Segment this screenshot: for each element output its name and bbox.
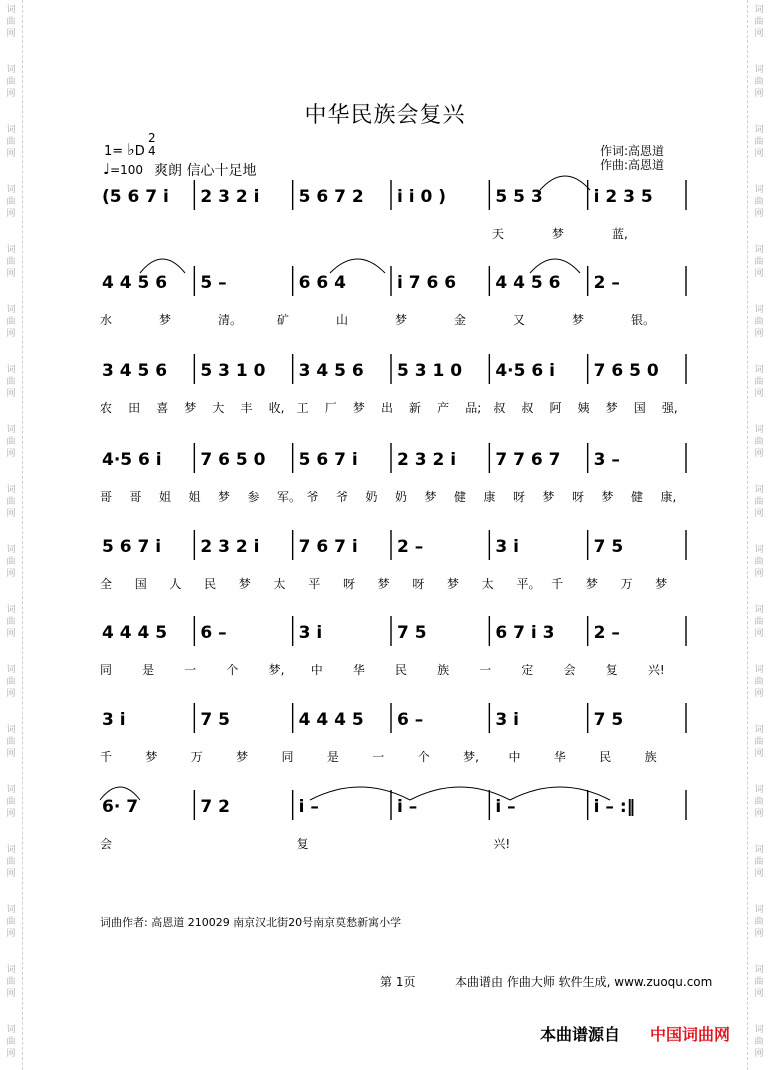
watermark-char: 曲 bbox=[754, 677, 764, 687]
lyric-syllable: 奶 bbox=[395, 490, 408, 504]
measure-notes: 2 – bbox=[397, 537, 424, 557]
watermark-char: 曲 bbox=[6, 677, 16, 687]
lyric-syllable: 叔 bbox=[493, 401, 506, 415]
lyric-syllable: 梦 bbox=[238, 577, 251, 591]
quarter-note-icon: ♩ bbox=[103, 160, 111, 178]
lyric-syllable: 全 bbox=[100, 577, 113, 591]
measure-notes: 6 – bbox=[397, 710, 424, 730]
watermark-char: 曲 bbox=[754, 737, 764, 747]
lyric-syllable: 中 bbox=[508, 750, 521, 764]
watermark-char: 曲 bbox=[6, 737, 16, 747]
lyric-syllable: 万 bbox=[190, 750, 203, 764]
measure-notes: 6 – bbox=[200, 623, 227, 643]
watermark-char: 曲 bbox=[754, 17, 764, 27]
watermark-char: 网 bbox=[6, 329, 16, 339]
watermark-char: 网 bbox=[6, 29, 16, 39]
watermark-char: 曲 bbox=[6, 557, 16, 567]
watermark-char: 网 bbox=[6, 509, 16, 519]
measure-notes: i – bbox=[397, 797, 418, 817]
lyric-syllable: 平。 bbox=[516, 577, 541, 591]
lyric-syllable: 梦 bbox=[552, 227, 565, 241]
measure-notes: i i 0 ) bbox=[397, 187, 447, 207]
lyric-syllable: 是 bbox=[142, 663, 155, 677]
measure-notes: i – :‖ bbox=[593, 797, 636, 817]
composer-credit: 作曲:高恩道 bbox=[600, 158, 665, 172]
lyric-syllable: 太 bbox=[481, 577, 494, 591]
watermark-char: 网 bbox=[754, 29, 764, 39]
watermark-char: 词 bbox=[6, 305, 16, 315]
lyric-syllable: 复 bbox=[605, 663, 618, 677]
measure-notes: 7 5 bbox=[200, 710, 230, 730]
watermark-char: 词 bbox=[754, 545, 764, 555]
watermark-char: 网 bbox=[754, 329, 764, 339]
watermark-char: 曲 bbox=[6, 497, 16, 507]
lyric-syllable: 一 bbox=[479, 663, 492, 677]
lyric-syllable: 千 bbox=[100, 750, 113, 764]
measure-notes: 6· 7 bbox=[102, 797, 139, 817]
watermark-char: 词 bbox=[754, 5, 764, 15]
watermark-char: 词 bbox=[6, 125, 16, 135]
tie-slur bbox=[310, 787, 410, 800]
measure-notes: 5 6 7 i bbox=[298, 450, 358, 470]
lyric-syllable: 参 bbox=[247, 490, 260, 504]
watermark-char: 曲 bbox=[754, 917, 764, 927]
lyric-syllable: 个 bbox=[417, 750, 430, 764]
watermark-char: 网 bbox=[6, 929, 16, 939]
lyric-syllable: 个 bbox=[226, 663, 239, 677]
page-number: 第 1页 bbox=[380, 975, 416, 989]
lyric-syllable: 兴! bbox=[493, 837, 511, 851]
watermark-char: 网 bbox=[6, 809, 16, 819]
measure-notes: 7 6 7 i bbox=[298, 537, 358, 557]
lyric-syllable: 康, bbox=[660, 490, 677, 504]
watermark-char: 词 bbox=[754, 245, 764, 255]
lyric-syllable: 梦 bbox=[424, 490, 437, 504]
lyric-syllable: 民 bbox=[395, 663, 408, 677]
key-letter: D bbox=[134, 144, 145, 159]
watermark-char: 曲 bbox=[754, 617, 764, 627]
measure-notes: 5 6 7 i bbox=[102, 537, 162, 557]
lyric-syllable: 奶 bbox=[365, 490, 378, 504]
watermark-char: 网 bbox=[754, 1049, 764, 1059]
lyric-syllable: 山 bbox=[336, 313, 349, 327]
lyric-syllable: 哥 bbox=[129, 490, 142, 504]
lyric-syllable: 呀 bbox=[412, 577, 425, 591]
key-prefix: 1= bbox=[104, 144, 124, 159]
watermark-char: 曲 bbox=[6, 1037, 16, 1047]
watermark-char: 网 bbox=[754, 209, 764, 219]
watermark-char: 网 bbox=[754, 689, 764, 699]
watermark-char: 网 bbox=[6, 449, 16, 459]
measure-notes: 5 5 3 bbox=[495, 187, 543, 207]
lyric-syllable: 民 bbox=[204, 577, 217, 591]
watermark-char: 曲 bbox=[754, 497, 764, 507]
watermark-char: 曲 bbox=[754, 77, 764, 87]
measure-notes: 4·5 6 i bbox=[495, 361, 555, 381]
measure-notes: 2 – bbox=[593, 623, 620, 643]
lyric-syllable: 梦 bbox=[352, 401, 365, 415]
lyricist-credit: 作词:高恩道 bbox=[600, 144, 665, 158]
watermark-char: 曲 bbox=[754, 257, 764, 267]
measure-notes: 5 3 1 0 bbox=[200, 361, 266, 381]
watermark-char: 词 bbox=[6, 545, 16, 555]
lyric-syllable: 天 bbox=[492, 227, 505, 241]
measure-notes: 3 i bbox=[495, 537, 519, 557]
composer-contact: 词曲作者: 高恩道 210029 南京汉北街20号南京莫愁新寓小学 bbox=[100, 916, 402, 929]
tie-slur bbox=[330, 259, 385, 273]
lyric-syllable: 大 bbox=[212, 401, 225, 415]
lyric-syllable: 金 bbox=[454, 313, 467, 327]
lyric-syllable: 姐 bbox=[159, 490, 172, 504]
measure-notes: 2 3 2 i bbox=[200, 187, 260, 207]
watermark-char: 网 bbox=[754, 149, 764, 159]
watermark-char: 词 bbox=[754, 425, 764, 435]
lyric-syllable: 姨 bbox=[577, 401, 590, 415]
measure-notes: 5 6 7 2 bbox=[298, 187, 364, 207]
lyric-syllable: 一 bbox=[372, 750, 385, 764]
watermark-char: 网 bbox=[6, 689, 16, 699]
watermark-char: 曲 bbox=[754, 1037, 764, 1047]
measure-notes: 6 7 i 3 bbox=[495, 623, 555, 643]
watermark-char: 网 bbox=[6, 629, 16, 639]
measure-notes: 3 4 5 6 bbox=[298, 361, 364, 381]
watermark-char: 网 bbox=[6, 569, 16, 579]
lyric-syllable: 复 bbox=[296, 837, 309, 851]
lyric-syllable: 梦 bbox=[572, 313, 585, 327]
lyric-syllable: 定 bbox=[521, 663, 534, 677]
measure-notes: 4 4 5 6 bbox=[495, 273, 561, 293]
watermark-char: 曲 bbox=[6, 257, 16, 267]
lyric-syllable: 国 bbox=[134, 577, 147, 591]
watermark-char: 网 bbox=[754, 389, 764, 399]
lyric-syllable: 会 bbox=[563, 663, 576, 677]
lyric-syllable: 出 bbox=[380, 401, 393, 415]
watermark-char: 曲 bbox=[6, 377, 16, 387]
lyric-syllable: 人 bbox=[169, 577, 182, 591]
lyric-syllable: 梦 bbox=[605, 401, 618, 415]
watermark-char: 词 bbox=[754, 125, 764, 135]
lyric-syllable: 呀 bbox=[342, 577, 355, 591]
watermark-char: 曲 bbox=[754, 137, 764, 147]
watermark-char: 词 bbox=[754, 725, 764, 735]
watermark-char: 词 bbox=[6, 905, 16, 915]
lyric-syllable: 会 bbox=[100, 837, 113, 851]
watermark-char: 网 bbox=[754, 569, 764, 579]
watermark-char: 词 bbox=[754, 185, 764, 195]
watermark-char: 词 bbox=[6, 425, 16, 435]
watermark-char: 词 bbox=[6, 485, 16, 495]
watermark-char: 词 bbox=[754, 665, 764, 675]
watermark-char: 曲 bbox=[6, 137, 16, 147]
watermark-char: 词 bbox=[754, 605, 764, 615]
measure-notes: 4·5 6 i bbox=[102, 450, 162, 470]
measure-notes: i 2 3 5 bbox=[593, 187, 653, 207]
lyric-syllable: 梦 bbox=[218, 490, 231, 504]
watermark-char: 网 bbox=[6, 869, 16, 879]
lyric-syllable: 民 bbox=[599, 750, 612, 764]
lyric-syllable: 军。 bbox=[277, 490, 302, 504]
watermark-char: 词 bbox=[6, 725, 16, 735]
lyric-syllable: 国 bbox=[633, 401, 646, 415]
lyric-syllable: 喜 bbox=[156, 401, 169, 415]
lyric-syllable: 梦 bbox=[145, 750, 158, 764]
watermark-char: 词 bbox=[6, 605, 16, 615]
measure-notes: 3 4 5 6 bbox=[102, 361, 168, 381]
measure-notes: 2 3 2 i bbox=[200, 537, 260, 557]
watermark-char: 网 bbox=[754, 749, 764, 759]
lyric-syllable: 又 bbox=[513, 313, 526, 327]
watermark-char: 曲 bbox=[6, 77, 16, 87]
watermark-char: 曲 bbox=[6, 317, 16, 327]
measure-notes: i – bbox=[495, 797, 516, 817]
lyric-syllable: 梦 bbox=[601, 490, 614, 504]
measure-notes: 7 5 bbox=[593, 710, 624, 730]
measure-notes: 7 5 bbox=[593, 537, 624, 557]
lyric-syllable: 农 bbox=[100, 401, 113, 415]
lyric-syllable: 叔 bbox=[521, 401, 534, 415]
lyric-syllable: 丰 bbox=[240, 401, 253, 415]
lyric-syllable: 梦, bbox=[268, 663, 285, 677]
watermark-char: 词 bbox=[754, 905, 764, 915]
watermark-char: 词 bbox=[6, 665, 16, 675]
lyric-syllable: 中 bbox=[310, 663, 323, 677]
tie-slur bbox=[140, 259, 185, 273]
lyric-syllable: 田 bbox=[128, 401, 141, 415]
watermark-char: 曲 bbox=[6, 437, 16, 447]
watermark-char: 词 bbox=[6, 245, 16, 255]
watermark-char: 曲 bbox=[6, 617, 16, 627]
lyric-syllable: 清。 bbox=[218, 313, 243, 327]
watermark-char: 网 bbox=[6, 1049, 16, 1059]
lyric-syllable: 族 bbox=[437, 663, 450, 677]
watermark-char: 曲 bbox=[754, 977, 764, 987]
software-credit: 本曲谱由 作曲大师 软件生成, www.zuoqu.com bbox=[455, 975, 713, 989]
expression-marking: 爽朗 信心十足地 bbox=[154, 163, 257, 179]
watermark-char: 曲 bbox=[6, 17, 16, 27]
measure-notes: i 7 6 6 bbox=[397, 273, 457, 293]
watermark-char: 词 bbox=[754, 785, 764, 795]
lyric-syllable: 蓝, bbox=[612, 227, 628, 241]
lyric-syllable: 平 bbox=[308, 577, 321, 591]
lyric-syllable: 厂 bbox=[324, 401, 337, 415]
lyric-syllable: 梦, bbox=[463, 750, 479, 764]
measure-notes: 4 4 4 5 bbox=[298, 710, 364, 730]
watermark-char: 曲 bbox=[754, 857, 764, 867]
lyric-syllable: 千 bbox=[551, 577, 564, 591]
watermark-char: 网 bbox=[754, 509, 764, 519]
watermark-char: 曲 bbox=[754, 317, 764, 327]
lyric-syllable: 银。 bbox=[631, 313, 656, 327]
watermark-char: 曲 bbox=[6, 797, 16, 807]
source-brand: 中国词曲网 bbox=[650, 1025, 731, 1044]
meter-bottom: 4 bbox=[148, 144, 156, 158]
lyric-syllable: 强, bbox=[661, 401, 678, 415]
lyric-syllable: 呀 bbox=[513, 490, 526, 504]
lyric-syllable: 华 bbox=[352, 663, 365, 677]
watermark-char: 网 bbox=[6, 389, 16, 399]
measure-notes: 6 6 4 bbox=[298, 273, 346, 293]
watermark-char: 曲 bbox=[6, 197, 16, 207]
watermark-char: 词 bbox=[754, 965, 764, 975]
lyric-syllable: 哥 bbox=[100, 490, 113, 504]
lyric-syllable: 梦 bbox=[585, 577, 598, 591]
tie-slur bbox=[530, 259, 580, 273]
lyric-syllable: 是 bbox=[326, 750, 339, 764]
watermark-char: 网 bbox=[6, 209, 16, 219]
watermark-char: 词 bbox=[754, 485, 764, 495]
watermark-char: 词 bbox=[6, 185, 16, 195]
watermark-char: 词 bbox=[6, 365, 16, 375]
lyric-syllable: 华 bbox=[553, 750, 566, 764]
measure-notes: 7 5 bbox=[397, 623, 427, 643]
lyric-syllable: 梦 bbox=[542, 490, 555, 504]
lyric-syllable: 梦 bbox=[236, 750, 249, 764]
lyric-syllable: 水 bbox=[100, 313, 113, 327]
watermark-char: 曲 bbox=[6, 857, 16, 867]
lyric-syllable: 族 bbox=[644, 750, 657, 764]
watermark-char: 曲 bbox=[754, 437, 764, 447]
watermark-char: 词 bbox=[754, 1025, 764, 1035]
watermark-char: 词 bbox=[754, 365, 764, 375]
watermark-char: 网 bbox=[754, 449, 764, 459]
lyric-syllable: 阿 bbox=[549, 401, 562, 415]
watermark-char: 网 bbox=[754, 869, 764, 879]
source-prefix: 本曲谱源自 bbox=[540, 1025, 621, 1044]
lyric-syllable: 梦 bbox=[159, 313, 172, 327]
lyric-syllable: 收, bbox=[268, 401, 285, 415]
watermark-char: 曲 bbox=[754, 797, 764, 807]
watermark-char: 曲 bbox=[754, 557, 764, 567]
watermark-char: 网 bbox=[754, 809, 764, 819]
watermark-char: 曲 bbox=[754, 377, 764, 387]
watermark-char: 网 bbox=[6, 89, 16, 99]
song-title: 中华民族会复兴 bbox=[304, 103, 466, 128]
meter-top: 2 bbox=[148, 131, 156, 145]
measure-notes: 7 6 5 0 bbox=[200, 450, 266, 470]
watermark-char: 词 bbox=[6, 965, 16, 975]
lyric-syllable: 太 bbox=[273, 577, 286, 591]
lyric-syllable: 爷 bbox=[306, 490, 319, 504]
watermark-char: 词 bbox=[6, 1025, 16, 1035]
lyric-syllable: 产 bbox=[437, 401, 450, 415]
flat-sign: ♭ bbox=[127, 140, 135, 159]
watermark-char: 网 bbox=[6, 149, 16, 159]
watermark-char: 曲 bbox=[6, 917, 16, 927]
lyric-syllable: 新 bbox=[409, 401, 422, 415]
lyric-syllable: 呀 bbox=[572, 490, 585, 504]
watermark-char: 网 bbox=[754, 269, 764, 279]
measure-notes: i – bbox=[298, 797, 319, 817]
measure-notes: 3 i bbox=[495, 710, 519, 730]
lyric-syllable: 同 bbox=[100, 663, 113, 677]
watermark-char: 网 bbox=[754, 929, 764, 939]
measure-notes: 7 6 5 0 bbox=[593, 361, 659, 381]
measure-notes: 2 – bbox=[593, 273, 620, 293]
lyric-syllable: 梦 bbox=[655, 577, 668, 591]
lyric-syllable: 健 bbox=[454, 490, 467, 504]
tempo-value: =100 bbox=[110, 163, 144, 177]
lyric-syllable: 兴! bbox=[647, 663, 665, 677]
lyric-syllable: 梦 bbox=[395, 313, 408, 327]
measure-notes: 2 3 2 i bbox=[397, 450, 457, 470]
measure-notes: 3 i bbox=[102, 710, 126, 730]
watermark-char: 词 bbox=[6, 65, 16, 75]
lyric-syllable: 梦 bbox=[447, 577, 460, 591]
lyric-syllable: 梦 bbox=[184, 401, 197, 415]
measure-notes: 3 i bbox=[298, 623, 323, 643]
watermark-char: 词 bbox=[6, 5, 16, 15]
lyric-syllable: 万 bbox=[620, 577, 633, 591]
lyric-syllable: 健 bbox=[631, 490, 644, 504]
watermark-char: 词 bbox=[6, 845, 16, 855]
watermark-char: 网 bbox=[6, 269, 16, 279]
measure-notes: 4 4 5 6 bbox=[102, 273, 168, 293]
watermark-char: 曲 bbox=[6, 977, 16, 987]
lyric-syllable: 矿 bbox=[277, 313, 290, 327]
lyric-syllable: 梦 bbox=[377, 577, 390, 591]
watermark-char: 词 bbox=[6, 785, 16, 795]
measure-notes: 4 4 4 5 bbox=[102, 623, 168, 643]
measure-notes: 7 2 bbox=[200, 797, 230, 817]
lyric-syllable: 工 bbox=[296, 401, 309, 415]
watermark-char: 曲 bbox=[754, 197, 764, 207]
lyric-syllable: 康 bbox=[483, 490, 496, 504]
measure-notes: 7 7 6 7 bbox=[495, 450, 561, 470]
lyric-syllable: 一 bbox=[184, 663, 197, 677]
measure-notes: (5 6 7 i bbox=[102, 187, 169, 207]
watermark-char: 词 bbox=[754, 845, 764, 855]
watermark-char: 词 bbox=[754, 305, 764, 315]
lyric-syllable: 品; bbox=[465, 401, 482, 415]
tie-slur bbox=[540, 176, 590, 190]
watermark-char: 网 bbox=[6, 989, 16, 999]
watermark-char: 网 bbox=[754, 89, 764, 99]
measure-notes: 5 – bbox=[200, 273, 227, 293]
lyric-syllable: 姐 bbox=[188, 490, 201, 504]
measure-notes: 5 3 1 0 bbox=[397, 361, 463, 381]
watermark-char: 网 bbox=[754, 629, 764, 639]
lyric-syllable: 爷 bbox=[336, 490, 349, 504]
watermark-char: 词 bbox=[754, 65, 764, 75]
watermark-char: 网 bbox=[6, 749, 16, 759]
lyric-syllable: 同 bbox=[281, 750, 294, 764]
watermark-char: 网 bbox=[754, 989, 764, 999]
measure-notes: 3 – bbox=[593, 450, 620, 470]
